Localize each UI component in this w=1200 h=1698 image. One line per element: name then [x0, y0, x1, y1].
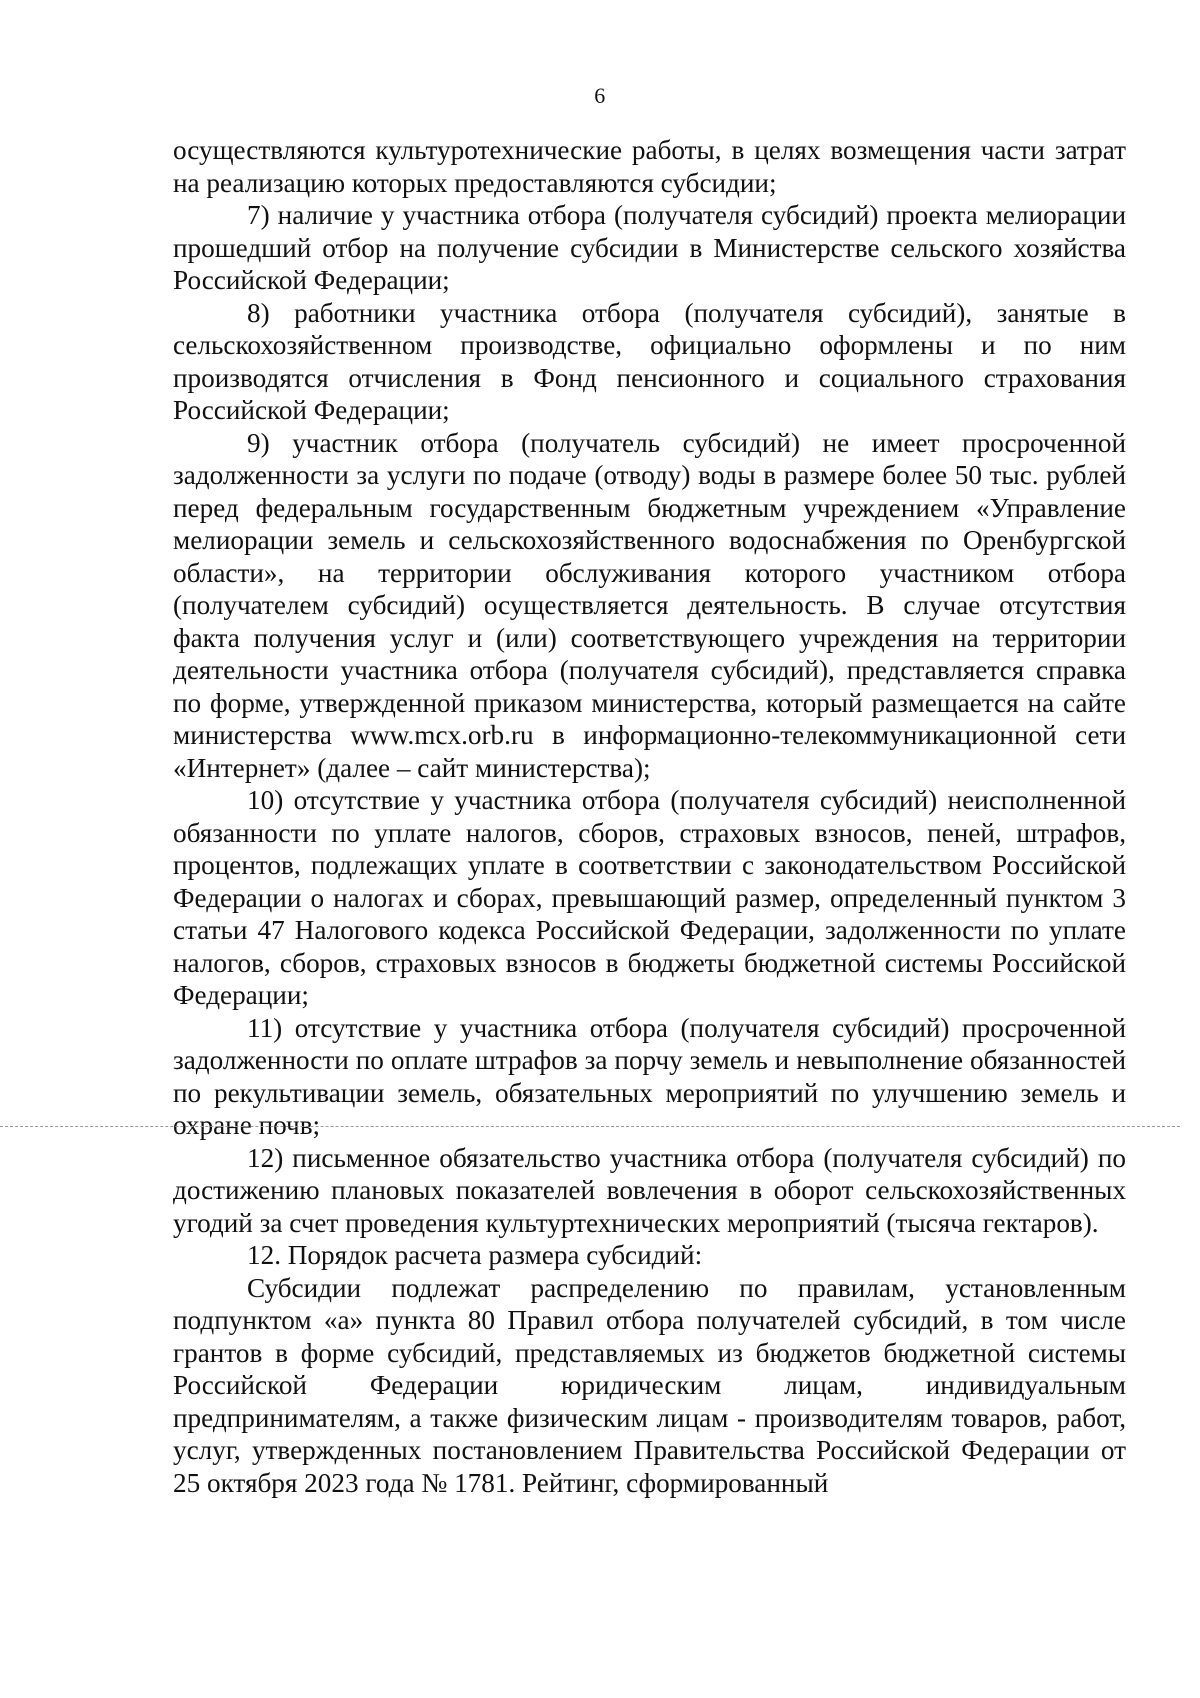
paragraph-item-8: 8) работники участника отбора (получателя субсидий), занятые в сельскохозяйственном производстве, официально оформлены и по ним производятся отчисления в Фонд пенсионного и социального страхования Российской Федерации;	[173, 297, 1126, 425]
document-body	[173, 134, 1126, 1499]
paragraph-item-7: 7) наличие у участника отбора (получателя субсидий) проекта мелиорации прошедший отбор на получение субсидии в Министерстве сельского хозяйства Российской Федерации;	[173, 200, 1126, 295]
paragraph-item-10: 10) отсутствие у участника отбора (получателя субсидий) неисполненной обязанности по уплате налогов, сборов, страховых взносов, пеней, штрафов, процентов, подлежащих уплате в соответствии с законодательством Российской Федерации о налогах и сборах, превышающий размер, определенный пунктом 3 статьи 47 Налогового кодекса Российской Федерации, задолженности по уплате налогов, сборов, страховых взносов в бюджеты бюджетной системы Российской Федерации;	[173, 785, 1126, 1010]
paragraph-item-9: 9) участник отбора (получатель субсидий) не имеет просроченной задолженности за услуги по подаче (отводу) воды в размере более 50 тыс. рублей перед федеральным государственным бюджетным учреждением «Управление мелиорации земель и сельскохозяйственного водоснабжения по Оренбургской области», на территории обслуживания которого участником отбора (получателем субсидий) осуществляется деятельность. В случае отсутствия факта получения услуг и (или) соответствующего учреждения на территории деятельности участника отбора (получателя субсидий), представляется справка по форме, утвержденной приказом министерства, который размещается на сайте министерства www.mcx.orb.ru в информационно-телекоммуникационной сети «Интернет» (далее – сайт министерства);	[173, 427, 1126, 783]
paragraph-subsidies: Субсидии подлежат распределению по правилам, установленным подпунктом «а» пункта 80 Правил отбора получателей субсидий, в том числе грантов в форме субсидий, представляемых из бюджетов бюджетной системы Российской Федерации юридическим лицам, индивидуальным предпринимателям, а также физическим лицам - производителям товаров, работ, услуг, утвержденных постановлением Правительства Российской Федерации от 25 октября 2023 года № 1781. Рейтинг, сформированный	[173, 1272, 1126, 1498]
page-number: 6	[594, 83, 606, 108]
paragraph-item-12: 12) письменное обязательство участника отбора (получателя субсидий) по достижению плановых показателей вовлечения в оборот сельскохозяйственных угодий за счет проведения культуртехнических мероприятий (тысяча гектаров).	[173, 1142, 1126, 1238]
paragraph-continuation: осуществляются культуротехнические работы, в целях возмещения части затрат на реализацию которых предоставляются субсидии;	[173, 135, 1126, 198]
scan-artifact-line	[0, 1126, 1180, 1127]
paragraph-item-11: 11) отсутствие у участника отбора (получателя субсидий) просроченной задолженности по оплате штрафов за порчу земель и невыполнение обязанностей по рекультивации земель, обязательных мероприятий по улучшению земель и охране почв;	[173, 1012, 1126, 1140]
section-heading-12: 12. Порядок расчета размера субсидий:	[247, 1240, 703, 1270]
